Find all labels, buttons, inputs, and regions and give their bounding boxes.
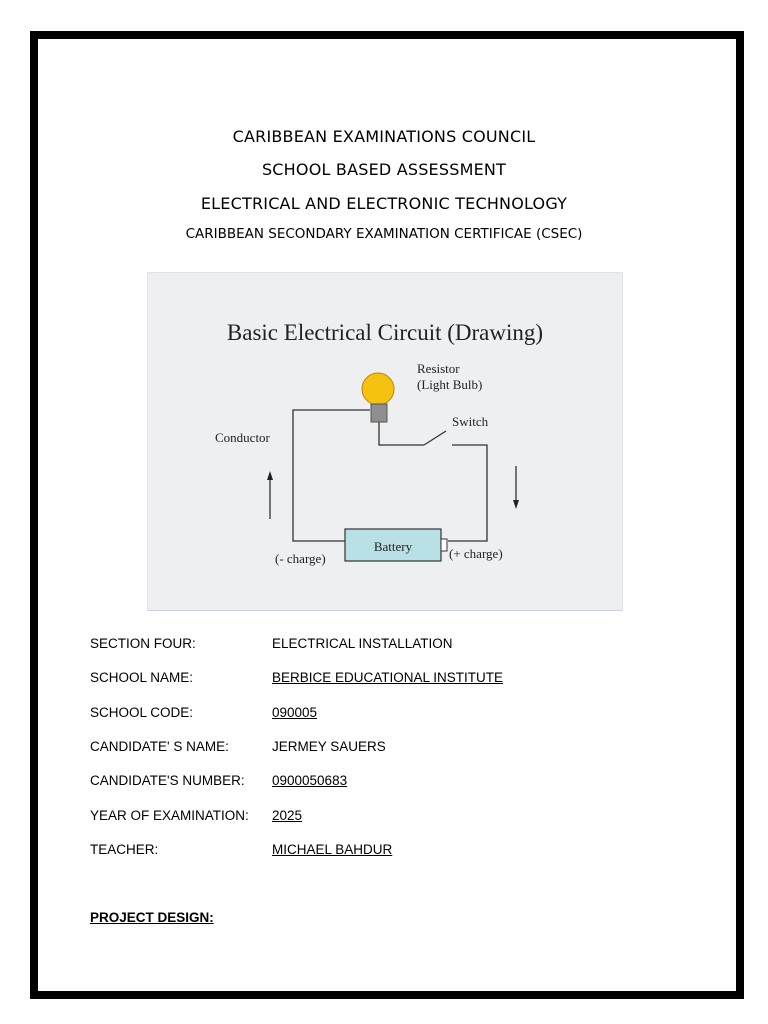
field-label: CANDIDATE'S NUMBER: xyxy=(90,773,245,788)
switch-lever xyxy=(424,431,446,445)
field-value: BERBICE EDUCATIONAL INSTITUTE xyxy=(272,670,504,685)
resistor-sublabel: (Light Bulb) xyxy=(417,377,483,392)
field-label: SECTION FOUR: xyxy=(90,636,196,651)
conductor-label: Conductor xyxy=(215,430,270,445)
field-label: CANDIDATE' S NAME: xyxy=(90,739,229,754)
header-sba: SCHOOL BASED ASSESSMENT xyxy=(261,160,507,179)
negative-charge-label: (- charge) xyxy=(275,551,326,566)
field-value: 090005 xyxy=(272,705,318,720)
circuit-figure xyxy=(147,272,623,611)
field-value: MICHAEL BAHDUR xyxy=(272,842,393,857)
header-subject: ELECTRICAL AND ELECTRONIC TECHNOLOGY xyxy=(200,194,568,213)
resistor-label: Resistor xyxy=(417,361,460,376)
wire-right xyxy=(448,445,487,541)
battery-label: Battery xyxy=(373,539,413,554)
field-label: TEACHER: xyxy=(90,842,159,857)
header-certificate: CARIBBEAN SECONDARY EXAMINATION CERTIFICAE (CSEC) xyxy=(185,226,583,242)
circuit-wires xyxy=(293,410,487,541)
wire-to-switch xyxy=(379,422,424,445)
header-council: CARIBBEAN EXAMINATIONS COUNCIL xyxy=(232,127,536,146)
figure-title: Basic Electrical Circuit (Drawing) xyxy=(226,320,544,345)
field-value: JERMEY SAUERS xyxy=(272,739,386,754)
circuit-diagram xyxy=(148,273,622,610)
project-design-heading: PROJECT DESIGN: xyxy=(90,910,214,925)
light-bulb-icon xyxy=(362,373,394,405)
field-label: SCHOOL NAME: xyxy=(90,670,194,685)
positive-charge-label: (+ charge) xyxy=(449,546,503,561)
wire-left xyxy=(293,410,370,541)
field-label: YEAR OF EXAMINATION: xyxy=(90,808,249,823)
field-value: ELECTRICAL INSTALLATION xyxy=(272,636,453,651)
field-value: 2025 xyxy=(272,808,303,823)
arrow-down-icon xyxy=(513,466,519,509)
battery-terminal xyxy=(441,539,447,551)
field-label: SCHOOL CODE: xyxy=(90,705,194,720)
switch-label: Switch xyxy=(452,414,489,429)
bulb-base xyxy=(371,404,387,422)
arrow-up-icon xyxy=(267,471,273,519)
field-value: 0900050683 xyxy=(272,773,348,788)
